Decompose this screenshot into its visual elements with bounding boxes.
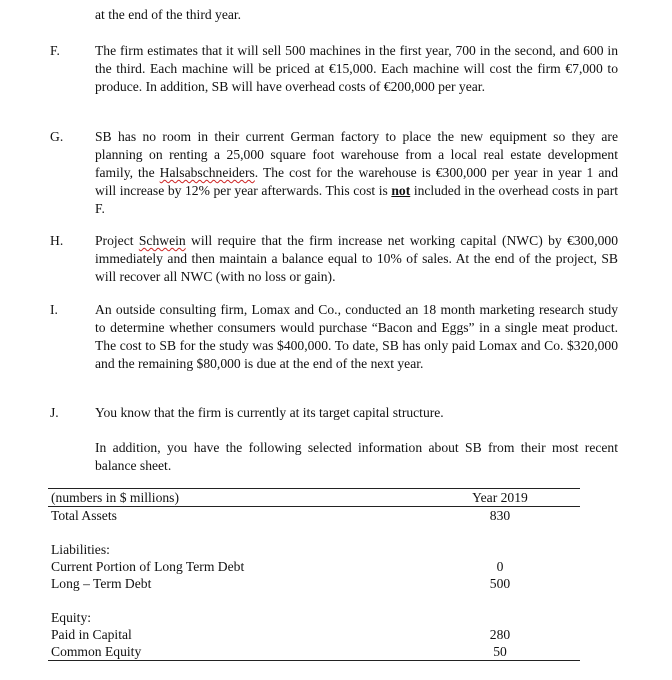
item-i-text: An outside consulting firm, Lomax and Co., conducted an 18 month marketing research study to determine whether consumers would purchase “Bacon and Eggs” in a single meat product. The cost to SB for the study was $400,000. To date, SB has only paid Lomax and Co. $320,000 and the remaining $80,000 is due at the end of the next year.	[95, 302, 618, 371]
item-h-text-b: will require that the firm increase net working capital (NWC) by €300,000 immediately and then maintain a balance equal to 10% of sales. At the end of the project, SB will recover all NWC (with no loss or gain).	[95, 233, 619, 284]
total-assets-label: Total Assets	[51, 508, 117, 523]
header-label: (numbers in $ millions)	[48, 489, 320, 507]
emphasis-not: not	[391, 183, 411, 198]
item-h-text	[95, 232, 618, 286]
family-name: Halsabschneiders	[159, 165, 255, 180]
item-h-text-a: Project	[95, 233, 139, 248]
item-j-text: You know that the firm is currently at its target capital structure.	[95, 405, 444, 420]
table-row	[48, 507, 580, 525]
ltd-label: Long – Term Debt	[51, 576, 152, 591]
item-g-letter: G.	[50, 129, 64, 144]
item-g-text-b: . The cost for the warehouse is €300,000 per year in year 1 and will increase by 12% per year afterwards. This cost is	[95, 165, 618, 198]
project-name: Schwein	[138, 233, 186, 248]
item-g-text	[95, 128, 618, 218]
table-row	[48, 489, 580, 507]
item-g	[48, 128, 618, 218]
common-equity-label: Common Equity	[48, 643, 320, 661]
item-i-letter: I.	[50, 302, 58, 317]
current-ltd-value: 0	[496, 559, 504, 574]
item-g-text-c: included in the overhead costs in part F.	[95, 183, 618, 216]
item-j	[48, 404, 618, 422]
current-ltd-label: Current Portion of Long Term Debt	[51, 559, 245, 574]
paid-in-label: Paid in Capital	[51, 627, 132, 642]
table-row	[48, 558, 580, 575]
paid-in-value: 280	[489, 627, 511, 642]
continuation-text: at the end of the third year.	[95, 7, 242, 22]
item-h	[48, 232, 618, 286]
item-g-text-a: SB has no room in their current German factory to place the new equipment so they are planning on renting a 25,000 square foot warehouse from a local real estate development family, the	[95, 129, 618, 180]
equity-heading: Equity:	[51, 610, 92, 625]
liabilities-heading: Liabilities:	[51, 542, 110, 557]
common-equity-value: 50	[320, 643, 580, 661]
item-f-letter: F.	[50, 43, 60, 58]
ltd-value: 500	[489, 576, 511, 591]
item-h-letter: H.	[50, 233, 64, 248]
table-row	[48, 541, 580, 558]
item-f-text: The firm estimates that it will sell 500 machines in the first year, 700 in the second, and 600 in the third. Each machine will be priced at €15,000. Each machine will cost the firm €7,000 to produce. In addition, SB will have overhead costs of €200,000 per year.	[95, 43, 618, 94]
table-row	[48, 643, 580, 661]
additional-info-text: In addition, you have the following selected information about SB from their most recent balance sheet.	[95, 440, 618, 473]
table-row	[48, 609, 580, 626]
item-f	[48, 42, 618, 96]
table-spacer	[48, 592, 580, 609]
item-j-letter: J.	[50, 405, 59, 420]
item-i	[48, 301, 618, 373]
table-row	[48, 626, 580, 643]
table-spacer	[48, 524, 580, 541]
total-assets-value: 830	[489, 508, 511, 523]
table-row	[48, 575, 580, 592]
header-year: Year 2019	[320, 489, 580, 507]
balance-sheet-table	[48, 488, 580, 661]
